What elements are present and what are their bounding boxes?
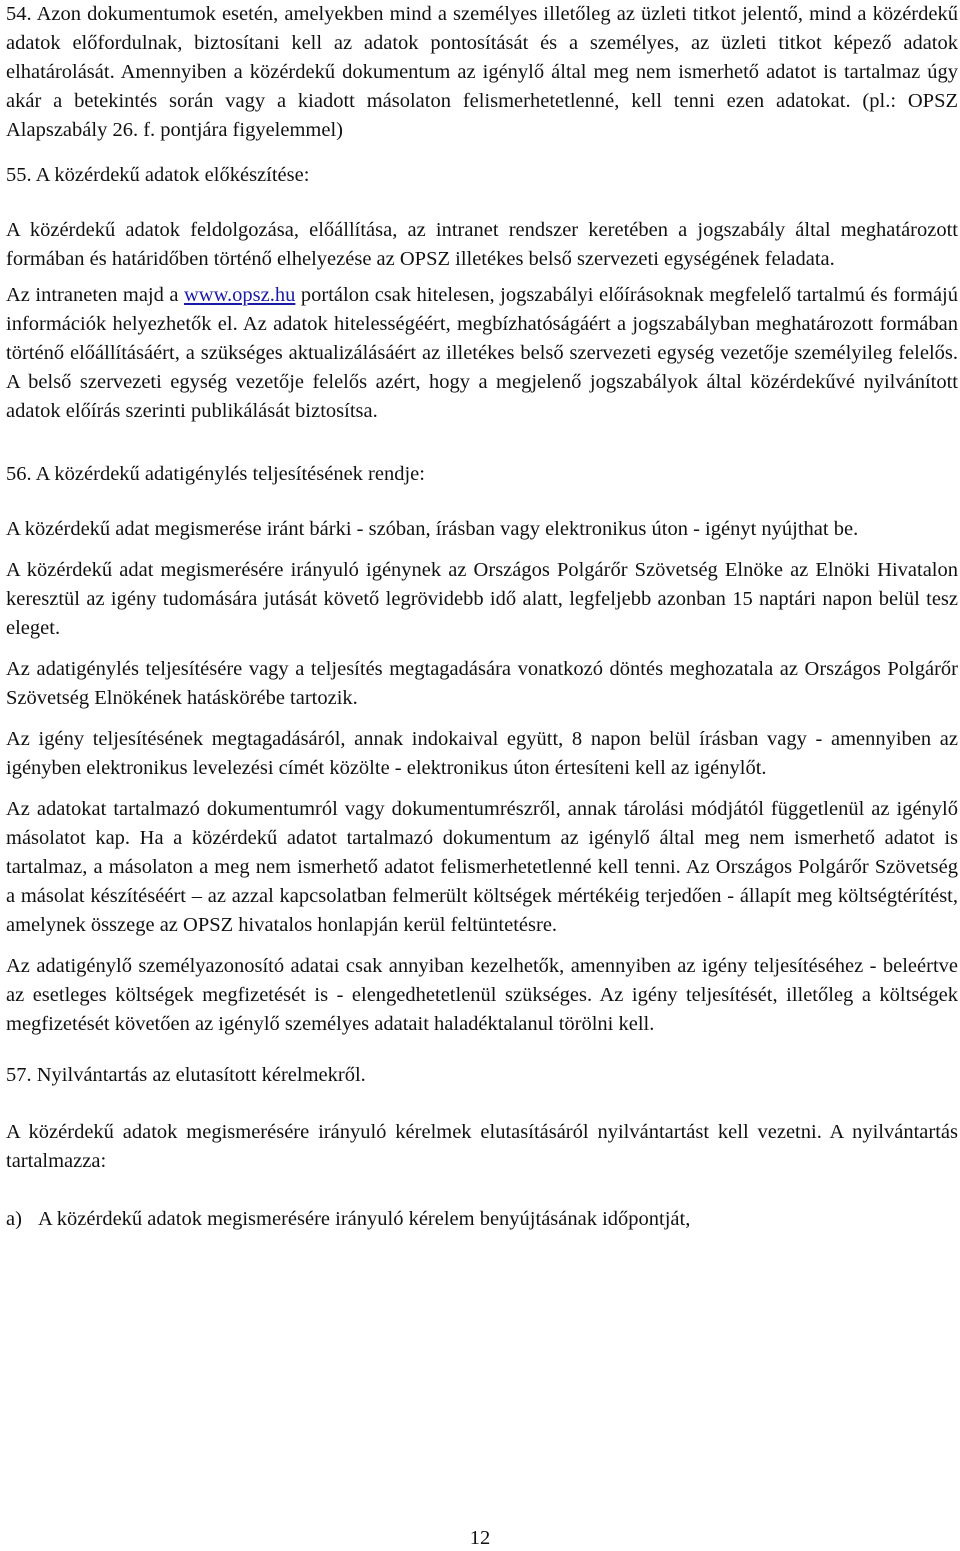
paragraph-55-2-start: Az intraneten majd a xyxy=(6,284,184,306)
section-56-heading: 56. A közérdekű adatigénylés teljesítésének rendje: xyxy=(6,463,425,485)
opsz-portal-link[interactable]: www.opsz.hu xyxy=(183,284,296,306)
paragraph-56-6: Az adatigénylő személyazonosító adatai csak annyiban kezelhetők, amennyiben az igény teljesítéséhez - beleértve az esetleges költségek megfizetését is - elengedhetetlenül szükséges. Az igény teljesítését, illetőleg a költségek megfizetését követően az igénylő személyes adatait haladéktalanul törölni kell. xyxy=(6,955,958,1035)
paragraph-55-2 xyxy=(6,281,958,426)
page-number: 12 xyxy=(469,1527,491,1549)
section-57-heading: 57. Nyilvántartás az elutasított kérelmekről. xyxy=(6,1064,366,1086)
list-item-a-text: A közérdekű adatok megismerésére irányuló kérelem benyújtásának időpontját, xyxy=(38,1208,691,1230)
paragraph-56-2: A közérdekű adat megismerésére irányuló igénynek az Országos Polgárőr Szövetség Elnöke az Elnöki Hivatalon keresztül az igény tudomására jutását követő legrövidebb idő alatt, legfeljebb azonban 15 naptári napon belül tesz eleget. xyxy=(6,559,958,639)
paragraph-55-2-rest: portálon csak hitelesen, jogszabályi előírásoknak megfelelő tartalmú és formájú információk helyezhetők el. Az adatok hitelességéért, megbízhatóságáért a jogszabályban meghatározott formában történő előállításáért, a szükséges aktualizálásáért az illetékes belső szervezeti egység vezetője személyileg felelős. A belső szervezeti egység vezetője felelős azért, hogy a megjelenő jogszabályok által közérdekűvé nyilvánított adatok előírás szerinti publikálását biztosítsa. xyxy=(6,284,958,422)
paragraph-56-4: Az igény teljesítésének megtagadásáról, annak indokaival együtt, 8 napon belül írásban vagy - amennyiben az igényben elektronikus levelezési címét közölte - elektronikus úton értesíteni kell az igénylőt. xyxy=(6,728,958,779)
paragraph-56-5: Az adatokat tartalmazó dokumentumról vagy dokumentumrészről, annak tárolási módjától függetlenül az igénylő másolatot kap. Ha a közérdekű adatot tartalmazó dokumentum az igénylő által meg nem ismerhető adatot is tartalmaz, a másolaton a meg nem ismerhető adatot felismerhetetlenné kell tenni. Az Országos Polgárőr Szövetség a másolat készítéséért – az azzal kapcsolatban felmerült költségek mértékéig terjedően - állapít meg költségtérítést, amelynek összege az OPSZ hivatalos honlapján kerül feltüntetésre. xyxy=(6,798,958,936)
list-item-a-label: a) xyxy=(6,1208,22,1230)
section-55-heading: 55. A közérdekű adatok előkészítése: xyxy=(6,164,310,186)
paragraph-56-3: Az adatigénylés teljesítésére vagy a teljesítés megtagadására vonatkozó döntés meghozatala az Országos Polgárőr Szövetség Elnökének hatáskörébe tartozik. xyxy=(6,658,958,709)
paragraph-55-1: A közérdekű adatok feldolgozása, előállítása, az intranet rendszer keretében a jogszabály által meghatározott formában és határidőben történő elhelyezése az OPSZ illetékes belső szervezeti egységének feladata. xyxy=(6,219,958,270)
paragraph-54: 54. Azon dokumentumok esetén, amelyekben mind a személyes illetőleg az üzleti titkot jelentő, mind a közérdekű adatok előfordulnak, biztosítani kell az adatok pontosítását és a személyes, az üzleti titkot képező adatok elhatárolását. Amennyiben a közérdekű dokumentum az igénylő által meg nem ismerhető adatot is tartalmaz úgy akár a betekintés során vagy a kiadott másolaton felismerhetetlenné, kell tenni ezen adatokat. (pl.: OPSZ Alapszabály 26. f. pontjára figyelemmel) xyxy=(6,3,958,141)
document-page xyxy=(6,0,958,1234)
paragraph-56-1: A közérdekű adat megismerése iránt bárki - szóban, írásban vagy elektronikus úton - igényt nyújthat be. xyxy=(6,518,859,540)
paragraph-57-1: A közérdekű adatok megismerésére irányuló kérelmek elutasításáról nyilvántartást kell vezetni. A nyilvántartás tartalmazza: xyxy=(6,1121,958,1172)
list-item-a xyxy=(6,1205,958,1234)
